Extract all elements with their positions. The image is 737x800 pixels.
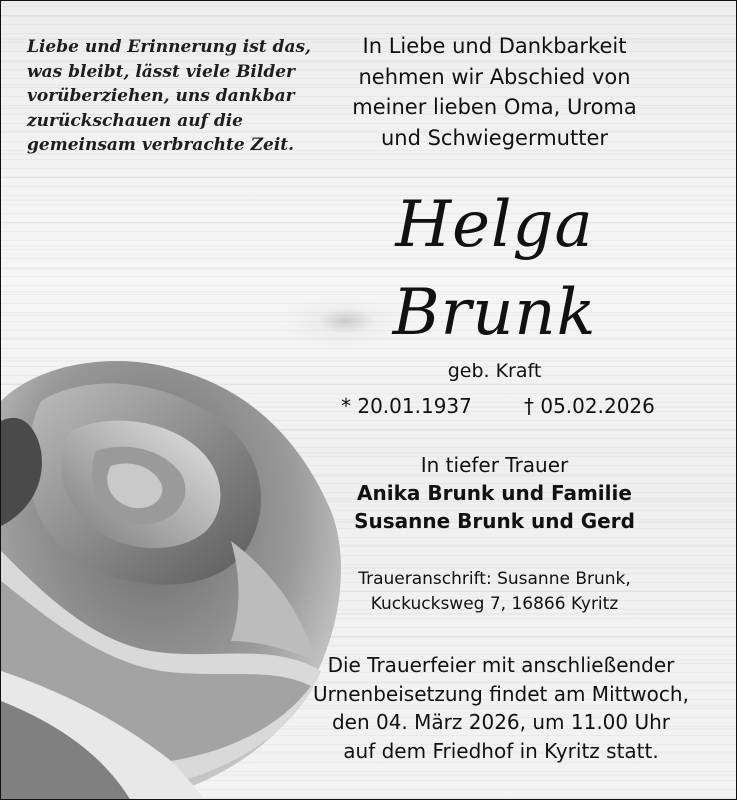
mourners — [331, 451, 658, 535]
birth-date: * 20.01.1937 — [341, 394, 472, 418]
mourning-address — [331, 567, 658, 616]
death-date: † 05.02.2026 — [524, 394, 655, 418]
mourner-line: Susanne Brunk und Gerd — [354, 509, 635, 533]
intro-text — [331, 31, 658, 153]
address-line: Traueranschrift: Susanne Brunk, — [358, 569, 631, 589]
verse — [27, 35, 327, 158]
maiden-name: geb. Kraft — [447, 360, 542, 382]
service-line: auf dem Friedhof in Kyritz statt. — [343, 738, 659, 763]
intro-line: meiner lieben Oma, Uroma — [352, 95, 637, 119]
deceased-name — [331, 181, 658, 357]
first-name: Helga — [395, 188, 594, 262]
service-line: Die Trauerfeier mit anschließender — [327, 653, 675, 677]
intro-line: und Schwiegermutter — [380, 125, 609, 150]
mourners-intro: In tiefer Trauer — [420, 453, 569, 477]
intro-line: nehmen wir Abschied von — [358, 64, 631, 89]
funeral-service-info — [301, 651, 701, 765]
verse-line: was bleibt, lässt viele Bilder — [27, 61, 296, 82]
verse-line: zurückschauen auf die — [27, 110, 243, 131]
mourner-line: Anika Brunk und Familie — [357, 481, 632, 505]
service-line: den 04. März 2026, um 11.00 Uhr — [331, 710, 671, 734]
address-line: Kuckucksweg 7, 16866 Kyritz — [370, 593, 619, 614]
verse-line: vorüberziehen, uns dankbar — [27, 86, 295, 106]
intro-line: In Liebe und Dankbarkeit — [362, 34, 627, 58]
verse-line: gemeinsam verbrachte Zeit. — [27, 135, 295, 155]
service-line: Urnenbeisetzung findet am Mittwoch, — [313, 681, 689, 706]
last-name: Brunk — [392, 276, 597, 350]
verse-line: Liebe und Erinnerung ist das, — [27, 37, 311, 57]
